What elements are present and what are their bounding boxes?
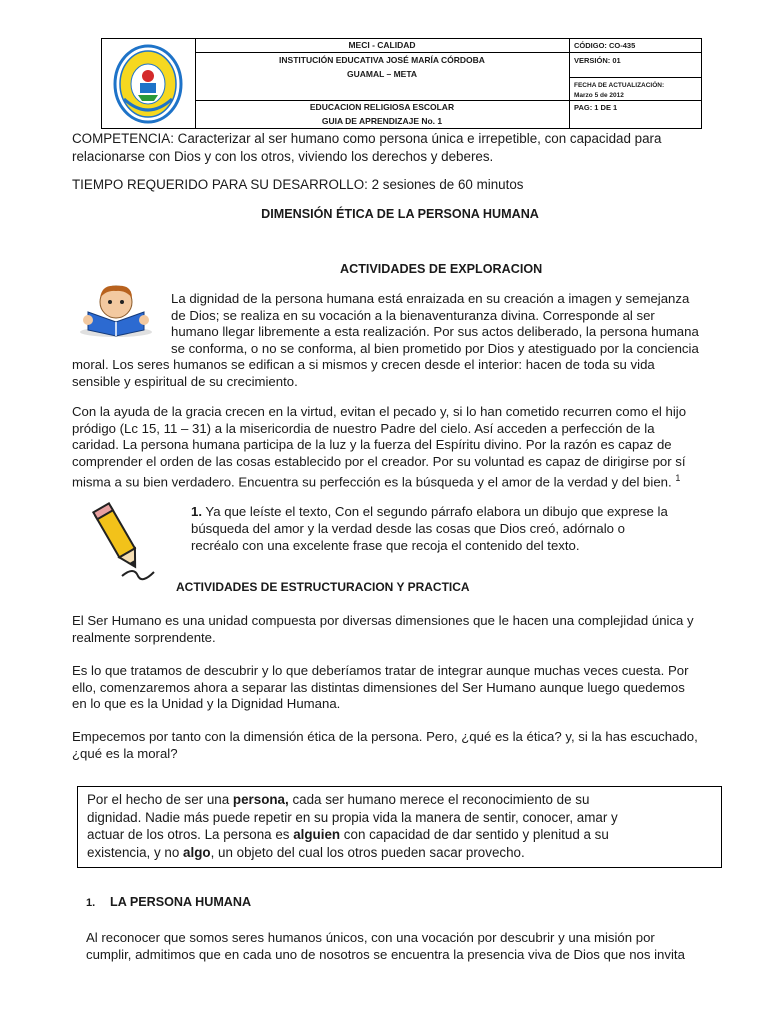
section-1-number: 1.	[86, 897, 96, 909]
header-guide: GUIA DE APRENDIZAJE No. 1	[321, 116, 443, 126]
header-table	[101, 38, 702, 129]
school-logo	[112, 43, 184, 125]
pencil-icon	[82, 500, 162, 584]
competencia: COMPETENCIA: Caracterizar al ser humano como persona única e irrepetible, con capacidad para relacionarse con Dios y con los otros, viviendo los derechos y deberes.	[72, 131, 662, 164]
page-title: DIMENSIÓN ÉTICA DE LA PERSONA HUMANA	[261, 207, 539, 221]
paragraph-dignidad: La dignidad de la persona humana está enraizada en su creación a imagen y semejanza de Dios; se realiza en su vocación a la bienaventuranza divina. Corresponde al ser humano llegar libremente a esta realización. Por sus actos deliberado, la persona humana se conforma, o no se conforma, al bien prometido por Dios y atestiguado por la conciencia	[171, 291, 699, 356]
definition-box: Por el hecho de ser una persona, cada ser humano merece el reconocimiento de su dignidad. Nadie más puede repetir en su propia vida la manera de sentir, conocer, amar y actuar de los otros. La persona es alguien con capacidad de dar sentido y plenitud a su existencia, y no algo, un objeto del cual los otros pueden sacar provecho.	[77, 786, 722, 868]
paragraph-ser-humano: El Ser Humano es una unidad compuesta por diversas dimensiones que le hacen una complejidad única y realmente sorprendente.	[72, 613, 694, 645]
tiempo: TIEMPO REQUERIDO PARA SU DESARROLLO: 2 sesiones de 60 minutos	[72, 177, 524, 192]
word-algo: algo	[183, 844, 211, 860]
footnote-mark: 1	[675, 473, 681, 484]
paragraph-etica: Empecemos por tanto con la dimensión ética de la persona. Pero, ¿qué es la ética? y, si la has escuchado, ¿qué es la moral?	[72, 729, 698, 761]
header-update-label: FECHA DE ACTUALIZACIÓN:	[574, 82, 665, 89]
header-subject: EDUCACION RELIGIOSA ESCOLAR	[309, 102, 455, 112]
header-meci: MECI - CALIDAD	[348, 40, 416, 50]
paragraph-gracia: Con la ayuda de la gracia crecen en la virtud, evitan el pecado y, si lo han cometido recurren como el hijo pródigo (Lc 15, 11 – 31) a la misericordia de nuestro Padre del cielo. Así acceden a perfección de la caridad. La persona humana participa de la luz y la fuerza del Espíritu divino. Por la razón es capaz de comprender el orden de las cosas establecido por el creador. Por su voluntad es capaz de dirigirse por sí misma a su bien verdadero. Encuentra su perfección es la búsqueda y el amor de la verdad y del bien. $^1$	[72, 404, 687, 490]
reading-child-icon	[76, 282, 156, 338]
header-code: CÓDIGO: CO-435	[574, 41, 636, 50]
header-location: GUAMAL – META	[346, 69, 418, 79]
estructuracion-heading: ACTIVIDADES DE ESTRUCTURACION Y PRACTICA	[176, 580, 470, 594]
section-1-title: LA PERSONA HUMANA	[110, 895, 252, 909]
exploracion-heading: ACTIVIDADES DE EXPLORACION	[340, 262, 543, 276]
header-update-date: Marzo 5 de 2012	[574, 92, 624, 99]
paragraph-descubrir: Es lo que tratamos de descubrir y lo que deberíamos tratar de integrar aunque muchas veces cuesta. Por ello, comenzaremos ahora a separar las distintas dimensiones del Ser Humano aunque luego quedemos en lo que es la Unidad y la Dignidad Humana.	[72, 663, 689, 712]
header-institution: INSTITUCIÓN EDUCATIVA JOSÉ MARÍA CÓRDOBA	[279, 55, 485, 65]
activity-number: 1.	[191, 504, 202, 519]
word-alguien: alguien	[293, 827, 341, 842]
header-version: VERSIÓN: 01	[574, 56, 621, 65]
header-page: PAG: 1 DE 1	[574, 103, 618, 112]
paragraph-dignidad-cont: moral. Los seres humanos se edifican a si mismos y crecen desde el interior: hacen de toda su vida sensible y espiritual de su crecimiento.	[72, 357, 655, 389]
activity-1: 1. Ya que leíste el texto, Con el segundo párrafo elabora un dibujo que exprese la búsqueda del amor y la verdad desde las cosas que Dios creó, adórnalo o recréalo con una excelente frase que recoja el contenido del texto.	[191, 504, 668, 553]
paragraph-persona-humana: Al reconocer que somos seres humanos únicos, con una vocación por descubrir y una misión por cumplir, admitimos que en cada uno de nosotros se encuentra la presencia viva de Dios que nos invita	[86, 930, 685, 962]
word-persona: persona,	[232, 792, 289, 807]
